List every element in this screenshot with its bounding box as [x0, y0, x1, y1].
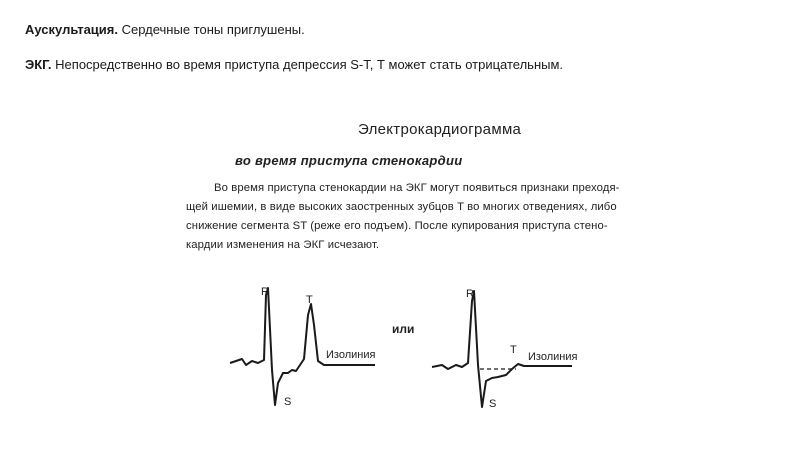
- ecg-trace-right: [432, 291, 572, 407]
- paragraph-line: Во время приступа стенокардии на ЭКГ могут появиться признаки преходя-: [214, 182, 620, 194]
- auscultation-text: Сердечные тоны приглушены.: [117, 22, 305, 37]
- s-wave-label-right: S: [489, 398, 497, 410]
- ecg-diagram: [180, 115, 630, 445]
- r-wave-label-left: R: [261, 286, 269, 298]
- baseline-label-left: Изолиния: [326, 349, 376, 361]
- t-wave-label-right: T: [510, 344, 517, 356]
- paragraph-line: кардии изменения на ЭКГ исчезают.: [186, 239, 380, 251]
- ecg-label: ЭКГ.: [25, 57, 52, 72]
- ecg-text: Непосредственно во время приступа депрессия S-T, Т может стать отрицательным.: [51, 57, 564, 72]
- figure-title: Электрокардиограмма: [358, 121, 522, 138]
- or-separator: или: [392, 322, 415, 336]
- ecg-waveform-left: [230, 286, 375, 408]
- figure-subtitle: во время приступа стенокардии: [235, 153, 463, 168]
- t-wave-label-left: T: [306, 294, 313, 306]
- s-wave-label-left: S: [284, 396, 292, 408]
- auscultation-line: [25, 22, 305, 38]
- baseline-label-right: Изолиния: [528, 351, 578, 363]
- paragraph-line: снижение сегмента ST (реже его подъем). После купирования приступа стено-: [186, 220, 608, 232]
- scanned-figure: [180, 115, 630, 445]
- ecg-trace-left: [230, 288, 375, 405]
- r-wave-label-right: R: [466, 288, 474, 300]
- ecg-line: [25, 57, 563, 73]
- ecg-waveform-right: [432, 288, 577, 410]
- paragraph-line: щей ишемии, в виде высоких заостренных зубцов T во многих отведениях, либо: [186, 201, 617, 213]
- auscultation-label: Аускультация.: [25, 22, 118, 37]
